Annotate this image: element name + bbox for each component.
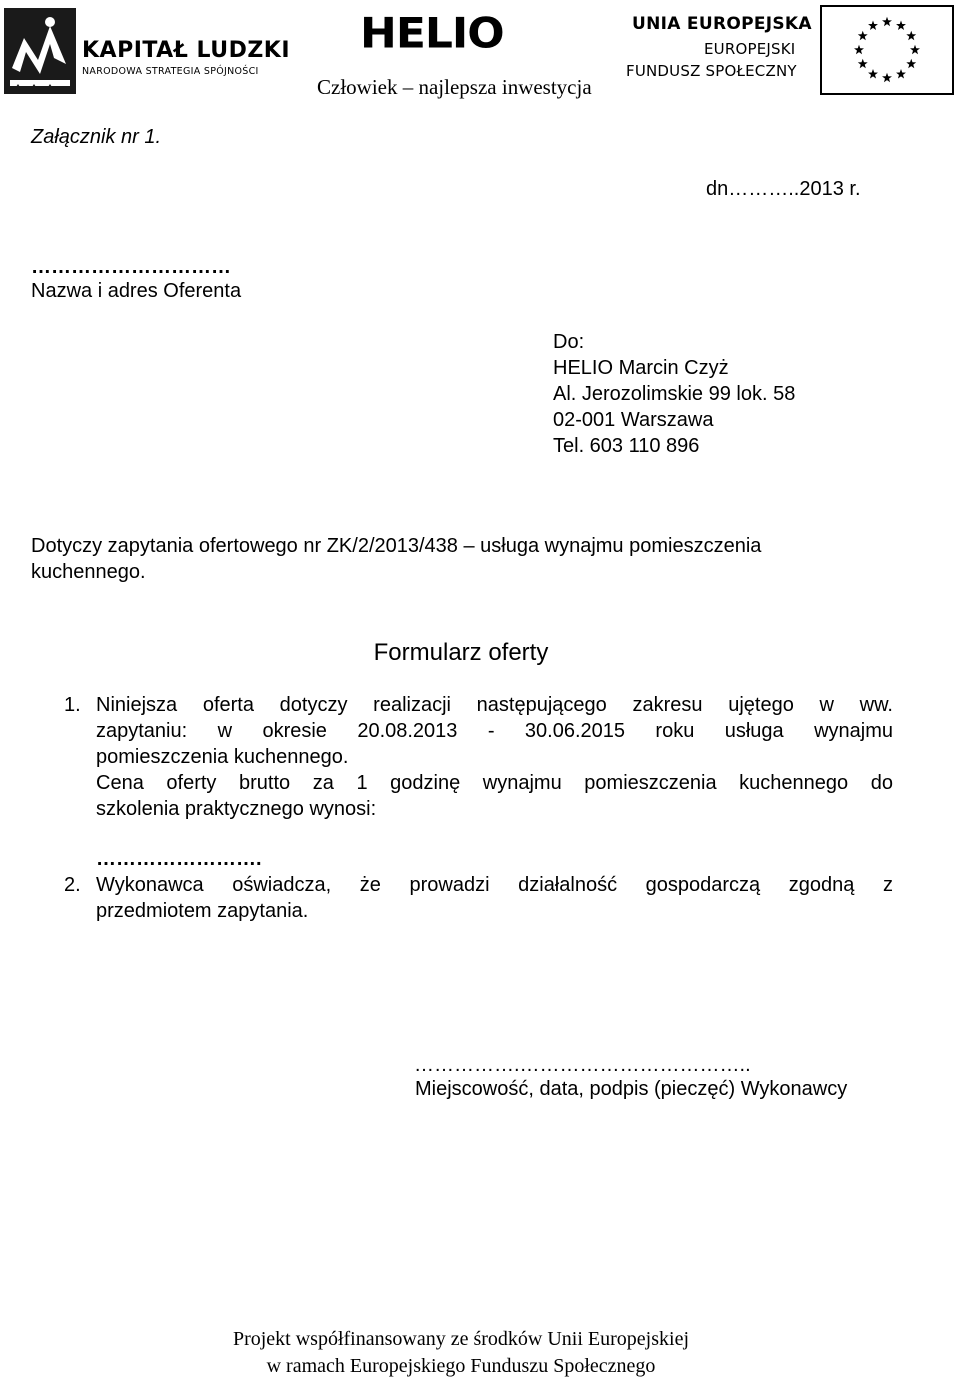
recipient-street: Al. Jerozolimskie 99 lok. 58 — [553, 383, 796, 405]
item-1-line: pomieszczenia kuchennego. — [96, 746, 349, 768]
subject-line-2: kuchennego. — [31, 561, 146, 583]
recipient-phone: Tel. 603 110 896 — [553, 435, 700, 457]
signature-label: Miejscowość, data, podpis (pieczęć) Wykonawcy — [415, 1078, 848, 1100]
logo-header — [0, 0, 960, 110]
attachment-label: Załącznik nr 1. — [31, 126, 162, 148]
item-1-line: zapytaniu: w okresie 20.08.2013 - 30.06.2015 roku usługa wynajmu — [96, 720, 893, 742]
eu-flag-icon — [820, 5, 954, 95]
kapital-ludzki-logo-icon — [4, 8, 76, 94]
footer — [0, 1326, 922, 1380]
eu-subtitle-1: EUROPEJSKI — [704, 40, 796, 58]
item-1-line: szkolenia praktycznego wynosi: — [96, 798, 377, 820]
helio-tagline: Człowiek – najlepsza inwestycja — [317, 75, 592, 99]
subject-line-1: Dotyczy zapytania ofertowego nr ZK/2/2013/438 – usługa wynajmu pomieszczenia — [31, 535, 762, 557]
item-2-line: Wykonawca oświadcza, że prowadzi działalność gospodarczą zgodną z — [96, 874, 893, 896]
recipient-to: Do: — [553, 331, 585, 353]
signature-dots: …………….…………………………….. — [414, 1054, 751, 1076]
recipient-city: 02-001 Warszawa — [553, 409, 714, 431]
offerer-label: Nazwa i adres Oferenta — [31, 280, 242, 302]
item-2-number: 2. — [64, 874, 81, 896]
kapital-ludzki-title: KAPITAŁ LUDZKI — [82, 38, 291, 63]
item-1-line: Cena oferty brutto za 1 godzinę wynajmu pomieszczenia kuchennego do — [96, 772, 893, 794]
item-2-text — [96, 872, 893, 924]
recipient-name: HELIO Marcin Czyż — [553, 357, 729, 379]
item-1-price-dots: ……………………. — [96, 848, 262, 870]
item-1-text — [96, 692, 893, 822]
item-2-line: przedmiotem zapytania. — [96, 900, 309, 922]
footer-line-1: Projekt współfinansowany ze środków Unii Europejskiej — [232, 1328, 690, 1350]
item-1-number: 1. — [64, 694, 81, 716]
form-title: Formularz oferty — [373, 639, 549, 666]
recipient-block — [553, 329, 795, 459]
eu-subtitle-2: FUNDUSZ SPOŁECZNY — [626, 62, 797, 80]
date-line: dn………..2013 r. — [706, 178, 861, 200]
kapital-ludzki-subtitle: NARODOWA STRATEGIA SPÓJNOŚCI — [82, 66, 259, 77]
helio-logo: HELIO — [360, 9, 504, 58]
item-1-line: Niniejsza oferta dotyczy realizacji następującego zakresu ujętego w ww. — [96, 694, 893, 716]
footer-line-2: w ramach Europejskiego Funduszu Społecznego — [266, 1355, 656, 1377]
eu-title: UNIA EUROPEJSKA — [632, 14, 812, 34]
offerer-dots: ………………………… — [31, 256, 231, 278]
